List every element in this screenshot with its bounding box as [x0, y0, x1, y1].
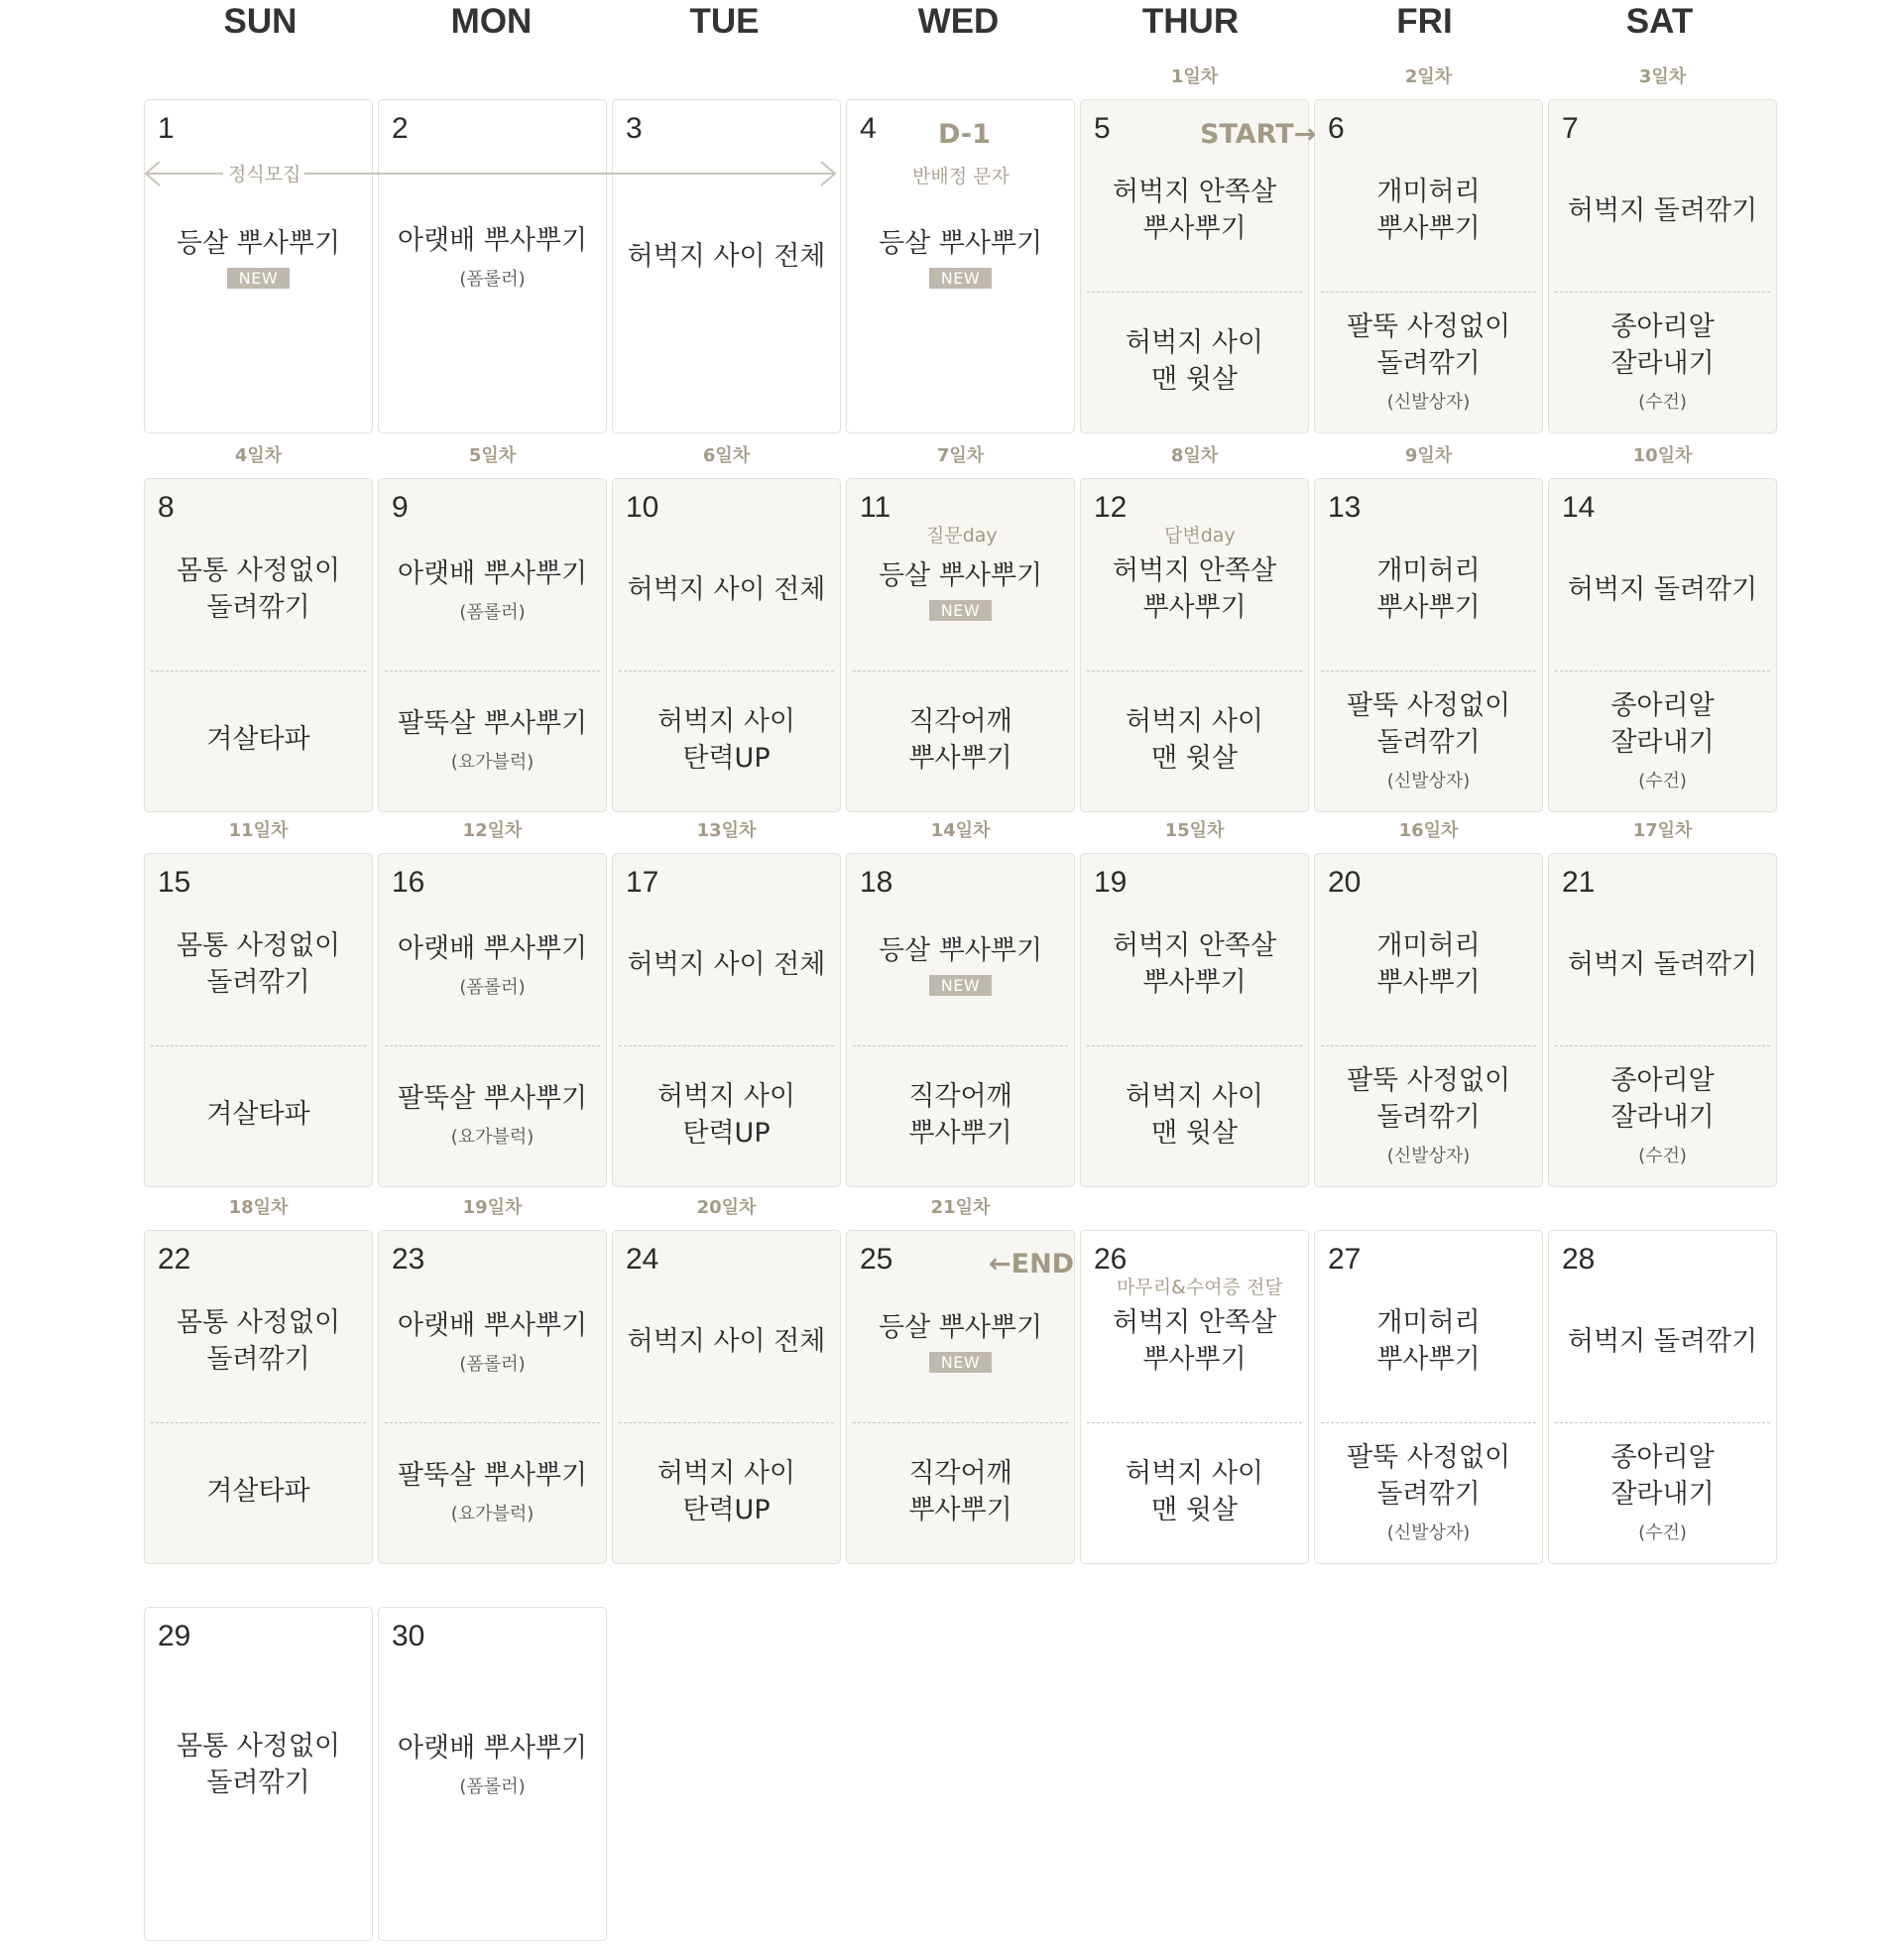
day-cell[interactable] [1080, 853, 1309, 1187]
day-cell[interactable] [612, 1230, 841, 1564]
program-day-label: 5일차 [468, 445, 517, 466]
workout-primary [379, 890, 606, 1038]
program-day-label: 14일차 [930, 820, 991, 841]
day-cell[interactable] [1548, 853, 1777, 1187]
divider [1087, 670, 1302, 671]
workout-primary [1315, 890, 1542, 1038]
workout-title: 허벅지 사이 탄력UP [657, 705, 795, 774]
day-number: 16 [392, 866, 425, 899]
day-cell[interactable] [144, 478, 373, 812]
workout-equipment-note: (폼롤러) [459, 601, 526, 623]
divider [151, 1422, 366, 1423]
workout-title: 종아리알 잘라내기 [1610, 689, 1715, 758]
workout-title: 아랫배 뿌사뿌기 [397, 557, 588, 589]
workout-title: 개미허리 뿌사뿌기 [1376, 930, 1481, 998]
workout-primary [379, 515, 606, 664]
workout-secondary [145, 673, 372, 805]
divider [853, 1422, 1068, 1423]
program-day-label: 10일차 [1632, 445, 1693, 466]
divider [1321, 1422, 1536, 1423]
workout-title: 허벅지 안쪽살 뿌사뿌기 [1112, 1307, 1277, 1375]
workout-primary [379, 1267, 606, 1415]
workout-title: 등살 뿌사뿌기 [176, 227, 341, 259]
day-cell[interactable] [144, 1607, 373, 1941]
workout-secondary [1315, 295, 1542, 426]
day-number: 9 [392, 491, 409, 524]
divider [1087, 1422, 1302, 1423]
new-badge: NEW [929, 600, 992, 621]
day-cell[interactable] [612, 99, 841, 433]
day-cell[interactable] [144, 1230, 373, 1564]
workout-title: 개미허리 뿌사뿌기 [1376, 1307, 1481, 1375]
day-number: 10 [626, 491, 659, 524]
day-number: 8 [158, 491, 175, 524]
workout-secondary [1549, 673, 1776, 805]
day-number: 19 [1094, 866, 1128, 899]
workout-primary [847, 1267, 1074, 1415]
workout-equipment-note: (신발상자) [1386, 1522, 1471, 1543]
day-cell[interactable] [378, 853, 607, 1187]
workout-secondary [847, 673, 1074, 805]
workout-equipment-note: (신발상자) [1386, 1145, 1471, 1166]
program-day-label: 13일차 [696, 820, 757, 841]
workout-title: 등살 뿌사뿌기 [878, 560, 1043, 591]
workout-primary [1549, 515, 1776, 664]
day-number: 28 [1562, 1243, 1596, 1276]
workout-title: 허벅지 돌려깎기 [1567, 573, 1758, 605]
workout-primary [379, 1707, 606, 1821]
workout-title: 등살 뿌사뿌기 [878, 1312, 1043, 1343]
divider [619, 1045, 834, 1046]
divider [1555, 292, 1770, 293]
divider [151, 670, 366, 671]
workout-equipment-note: (폼롤러) [459, 976, 526, 998]
workout-primary [613, 1267, 840, 1415]
program-day-label: 20일차 [696, 1197, 757, 1218]
workout-primary [1315, 136, 1542, 285]
workout-secondary [145, 1425, 372, 1557]
divider [385, 670, 600, 671]
workout-secondary [613, 1425, 840, 1557]
divider [1321, 670, 1536, 671]
workout-title: 등살 뿌사뿌기 [878, 227, 1043, 259]
workout-title: 허벅지 사이 맨 윗살 [1126, 326, 1263, 395]
workout-title: 팔뚝 사정없이 돌려깎기 [1346, 689, 1511, 758]
day-number: 3 [626, 112, 643, 145]
workout-title: 허벅지 안쪽살 뿌사뿌기 [1112, 930, 1277, 998]
workout-title: 개미허리 뿌사뿌기 [1376, 177, 1481, 244]
class-assign-tag: 반배정 문자 [912, 166, 1010, 187]
program-day-label: 2일차 [1404, 66, 1453, 87]
workout-secondary [1081, 1425, 1308, 1557]
day-cell[interactable] [144, 99, 373, 433]
workout-equipment-note: (요가블럭) [450, 1504, 535, 1524]
end-tag: ←END [989, 1249, 1075, 1279]
workout-secondary [379, 673, 606, 805]
divider [1321, 1045, 1536, 1046]
day-number: 25 [860, 1243, 893, 1276]
workout-title: 아랫배 뿌사뿌기 [397, 1309, 588, 1341]
workout-secondary [1549, 1048, 1776, 1180]
divider [1555, 670, 1770, 671]
day-cell[interactable] [378, 99, 607, 433]
divider [619, 670, 834, 671]
weekday-wed: WED [917, 2, 1000, 41]
day-cell[interactable] [1314, 1230, 1543, 1564]
day-number: 12 [1094, 491, 1128, 524]
day-cell[interactable] [1548, 99, 1777, 433]
day-number: 11 [860, 491, 892, 524]
day-number: 1 [158, 112, 175, 145]
workout-primary [847, 199, 1074, 313]
workout-primary [1315, 1267, 1542, 1415]
workout-primary [1081, 136, 1308, 285]
workout-title: 허벅지 사이 맨 윗살 [1126, 705, 1263, 774]
workout-primary [145, 890, 372, 1038]
workout-title: 직각어깨 뿌사뿌기 [908, 1457, 1012, 1525]
day-cell[interactable] [1314, 99, 1543, 433]
workout-primary [1549, 1267, 1776, 1415]
workout-primary [1081, 890, 1308, 1038]
program-day-label: 16일차 [1398, 820, 1459, 841]
program-day-label: 17일차 [1632, 820, 1693, 841]
workout-secondary [1549, 295, 1776, 426]
program-day-label: 4일차 [234, 445, 283, 466]
weekday-thur: THUR [1141, 2, 1240, 41]
divider [1087, 1045, 1302, 1046]
workout-primary [145, 1707, 372, 1821]
workout-secondary [847, 1425, 1074, 1557]
program-day-label: 6일차 [702, 445, 751, 466]
workout-secondary [379, 1425, 606, 1557]
workout-equipment-note: (수건) [1638, 1145, 1687, 1166]
workout-title: 아랫배 뿌사뿌기 [397, 1733, 588, 1764]
workout-title: 몸통 사정없이 돌려깎기 [176, 1730, 341, 1798]
workout-primary [613, 199, 840, 313]
day-number: 26 [1094, 1243, 1128, 1276]
workout-title: 팔뚝 사정없이 돌려깎기 [1346, 1064, 1511, 1133]
day-number: 22 [158, 1243, 191, 1276]
new-badge: NEW [929, 268, 992, 289]
program-day-label: 15일차 [1164, 820, 1225, 841]
workout-title: 몸통 사정없이 돌려깎기 [176, 930, 341, 998]
workout-equipment-note: (폼롤러) [459, 1776, 526, 1797]
workout-primary [145, 1267, 372, 1415]
divider [385, 1045, 600, 1046]
day-number: 14 [1562, 491, 1596, 524]
program-day-label: 8일차 [1170, 445, 1219, 466]
workout-title: 종아리알 잘라내기 [1610, 310, 1715, 379]
workout-title: 허벅지 사이 탄력UP [657, 1457, 795, 1525]
workout-title: 직각어깨 뿌사뿌기 [908, 705, 1012, 774]
day-number: 5 [1094, 112, 1111, 145]
workout-title: 허벅지 돌려깎기 [1567, 1325, 1758, 1357]
workout-title: 몸통 사정없이 돌려깎기 [176, 1307, 341, 1375]
workout-secondary [1549, 1425, 1776, 1557]
workout-title: 허벅지 사이 맨 윗살 [1126, 1080, 1263, 1149]
day-cell[interactable] [378, 478, 607, 812]
program-day-label: 18일차 [228, 1197, 289, 1218]
new-badge: NEW [227, 268, 290, 289]
workout-title: 개미허리 뿌사뿌기 [1376, 555, 1481, 623]
workout-primary [145, 199, 372, 313]
day-cell[interactable] [1548, 1230, 1777, 1564]
day-cell[interactable] [612, 478, 841, 812]
workout-title: 허벅지 돌려깎기 [1567, 194, 1758, 226]
day-number: 29 [158, 1620, 191, 1652]
program-day-label: 11일차 [228, 820, 289, 841]
workout-title: 직각어깨 뿌사뿌기 [908, 1080, 1012, 1149]
day-cell[interactable] [1314, 478, 1543, 812]
workout-title: 몸통 사정없이 돌려깎기 [176, 555, 341, 623]
workout-equipment-note: (수건) [1638, 770, 1687, 792]
program-day-label: 21일차 [930, 1197, 991, 1218]
day-cell[interactable] [1548, 478, 1777, 812]
workout-title: 허벅지 돌려깎기 [1567, 948, 1758, 980]
workout-title: 허벅지 사이 전체 [627, 573, 826, 605]
workout-primary [1315, 515, 1542, 664]
day-cell[interactable] [378, 1230, 607, 1564]
workout-equipment-note: (요가블럭) [450, 752, 535, 773]
day-number: 6 [1328, 112, 1345, 145]
recruit-tag: 정식모집 [224, 160, 304, 186]
divider [1087, 292, 1302, 293]
program-day-label: 3일차 [1638, 66, 1687, 87]
divider [1321, 292, 1536, 293]
day-number: 17 [626, 866, 659, 899]
workout-primary [847, 890, 1074, 1038]
day-number: 30 [392, 1620, 425, 1652]
finish-tag: 마무리&수여증 전달 [1117, 1277, 1283, 1298]
workout-secondary [145, 1048, 372, 1180]
workout-title: 아랫배 뿌사뿌기 [397, 225, 588, 256]
workout-primary [1549, 136, 1776, 285]
workout-title: 겨살타파 [206, 1476, 310, 1507]
divider [619, 1422, 834, 1423]
program-day-label: 1일차 [1170, 66, 1219, 87]
workout-title: 종아리알 잘라내기 [1610, 1441, 1715, 1510]
divider [853, 670, 1068, 671]
day-number: 7 [1562, 112, 1579, 145]
weekday-sat: SAT [1625, 2, 1694, 41]
workout-equipment-note: (폼롤러) [459, 269, 526, 290]
workout-title: 팔뚝 사정없이 돌려깎기 [1346, 310, 1511, 379]
day-cell[interactable] [1314, 853, 1543, 1187]
workout-title: 허벅지 사이 전체 [627, 1325, 826, 1357]
day-number: 20 [1328, 866, 1362, 899]
workout-secondary [1081, 1048, 1308, 1180]
workout-equipment-note: (폼롤러) [459, 1353, 526, 1375]
workout-title: 등살 뿌사뿌기 [878, 935, 1043, 966]
d-minus-1-tag: D-1 [938, 119, 991, 150]
new-badge: NEW [929, 975, 992, 996]
workout-primary [613, 890, 840, 1038]
new-badge: NEW [929, 1352, 992, 1373]
workout-equipment-note: (신발상자) [1386, 770, 1471, 792]
workout-primary [1549, 890, 1776, 1038]
workout-title: 아랫배 뿌사뿌기 [397, 932, 588, 964]
day-cell[interactable] [378, 1607, 607, 1941]
workout-title: 허벅지 안쪽살 뿌사뿌기 [1112, 555, 1277, 623]
divider [385, 1422, 600, 1423]
workout-title: 허벅지 사이 맨 윗살 [1126, 1457, 1263, 1525]
workout-secondary [847, 1048, 1074, 1180]
workout-title: 허벅지 사이 전체 [627, 948, 826, 980]
day-number: 23 [392, 1243, 425, 1276]
workout-equipment-note: (요가블럭) [450, 1127, 535, 1148]
day-number: 24 [626, 1243, 659, 1276]
weekday-tue: TUE [689, 2, 760, 41]
workout-title: 팔뚝살 뿌사뿌기 [397, 1083, 588, 1114]
workout-secondary [613, 673, 840, 805]
day-cell[interactable] [612, 853, 841, 1187]
workout-secondary [1081, 673, 1308, 805]
day-number: 15 [158, 866, 191, 899]
divider [1555, 1045, 1770, 1046]
workout-secondary [1315, 1425, 1542, 1557]
day-number: 13 [1328, 491, 1362, 524]
workout-secondary [613, 1048, 840, 1180]
day-number: 18 [860, 866, 893, 899]
program-day-label: 19일차 [462, 1197, 523, 1218]
answer-day-tag: 답변day [1164, 525, 1236, 547]
workout-equipment-note: (신발상자) [1386, 391, 1471, 413]
workout-title: 허벅지 안쪽살 뿌사뿌기 [1112, 177, 1277, 244]
program-day-label: 12일차 [462, 820, 523, 841]
workout-primary [379, 199, 606, 313]
divider [1555, 1422, 1770, 1423]
workout-secondary [1081, 295, 1308, 426]
workout-title: 겨살타파 [206, 1099, 310, 1130]
day-number: 21 [1562, 866, 1596, 899]
workout-secondary [379, 1048, 606, 1180]
day-cell[interactable] [846, 1230, 1075, 1564]
workout-title: 겨살타파 [206, 724, 310, 755]
workout-secondary [1315, 673, 1542, 805]
workout-title: 팔뚝살 뿌사뿌기 [397, 1460, 588, 1491]
day-number: 27 [1328, 1243, 1362, 1276]
workout-title: 팔뚝 사정없이 돌려깎기 [1346, 1441, 1511, 1510]
weekday-mon: MON [450, 2, 533, 41]
workout-title: 허벅지 사이 전체 [627, 241, 826, 272]
program-day-label: 7일차 [936, 445, 985, 466]
workout-equipment-note: (수건) [1638, 1522, 1687, 1543]
start-tag: START→ [1200, 119, 1317, 150]
workout-title: 종아리알 잘라내기 [1610, 1064, 1715, 1133]
workout-primary [613, 515, 840, 664]
day-cell[interactable] [846, 853, 1075, 1187]
workout-primary [145, 515, 372, 664]
weekday-fri: FRI [1396, 2, 1453, 41]
workout-secondary [1315, 1048, 1542, 1180]
day-number: 4 [860, 112, 877, 145]
day-number: 2 [392, 112, 409, 145]
divider [151, 1045, 366, 1046]
workout-equipment-note: (수건) [1638, 391, 1687, 413]
program-day-label: 9일차 [1404, 445, 1453, 466]
workout-title: 허벅지 사이 탄력UP [657, 1080, 795, 1149]
weekday-sun: SUN [223, 2, 298, 41]
question-day-tag: 질문day [926, 525, 998, 547]
divider [853, 1045, 1068, 1046]
workout-title: 팔뚝살 뿌사뿌기 [397, 708, 588, 739]
day-cell[interactable] [144, 853, 373, 1187]
